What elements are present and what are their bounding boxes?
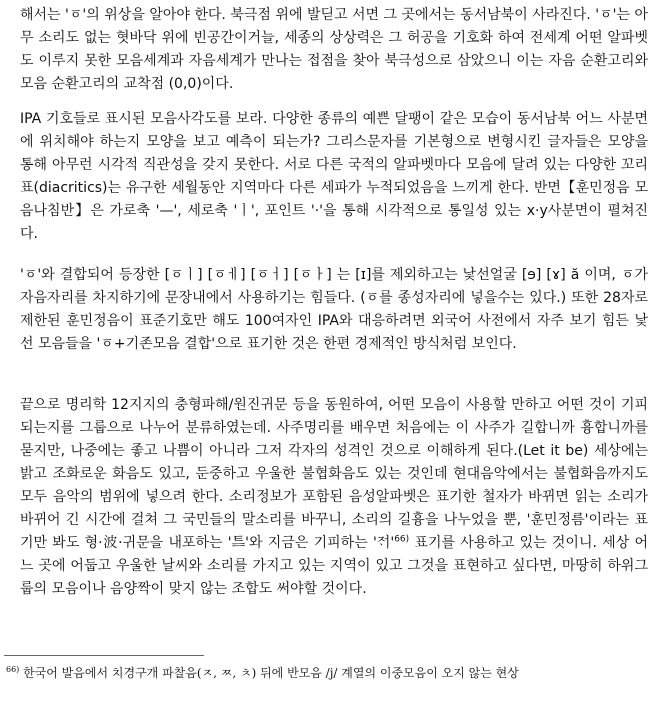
footnote bbox=[6, 662, 652, 684]
paragraph-4-text-before: 끝으로 명리학 12지지의 충형파해/원진귀문 등을 동원하여, 어떤 모음이 사용할 만하고 어떤 것이 기피되는지를 그룹으로 나누어 분류하였는데. 사주명리를 배우면 처음에는 이 사주가 길합니까 흉합니까를 묻지만, 나중에는 좋고 나쁨이 아니라 그저 각자의 성격인 것으로 이해하게 된다.(Let it be) 세상에는 밝고 조화로운 화음도 있고, 둔중하고 우울한 불협화음도 있는 것인데 현대음악에서는 불협화음까지도 모두 음악의 범위에 넣으려 한다. 소리정보가 포함된 음성알파벳은 표기한 철자가 바뀌면 읽는 소리가 바뀌어 긴 시간에 걸쳐 그 국민들의 말소리를 바꾸니, 소리의 길흉을 나누었을 뿐, '훈민정름'이라는 표기만 봐도 형·波·귀문을 내포하는 'ᄐᆖ'와 지금은 기피하는 'ᄌᆟ' bbox=[20, 397, 648, 551]
paragraph-3: 'ㆆ'와 결합되어 등장한 [ㆆㅣ] [ㆆㅔ] [ㆆㅓ] [ㆆㅏ] 는 [ɪ]를 제외하고는 낯선얼굴 [ɘ] [ɤ] ă 이며, ㆆ가 자음자리를 차지하기에 문장내에서 사용하기는 힘들다. (ㆆ를 종성자리에 넣을수는 있다.) 또한 28자로 제한된 훈민정음이 표준기호만 해도 100여자인 IPA와 대응하려면 외국어 사전에서 자주 보기 힘든 낯선 모음들을 'ㆆ+기존모음 결합'으로 표기한 것은 한편 경제적인 방식처럼 보인다. bbox=[20, 267, 648, 352]
footnote-text: 한국어 발음에서 치경구개 파찰음(ㅈ, ㅉ, ㅊ) 뒤에 반모음 /j/ 계열의 이중모음이 오지 않는 현상 bbox=[19, 666, 519, 680]
paragraph-2: IPA 기호들로 표시된 모음사각도를 보라. 다양한 종류의 예쁜 달팽이 같은 모습이 동서남북 어느 사분면에 위치해야 하는지 모양을 보고 예측이 되는가? 그리스문자를 기본형으로 변형시킨 글자들은 모양을 통해 아무런 시각적 직관성을 갖지 못한다. 서로 다른 국적의 알파벳마다 모음에 달려 있는 다양한 꼬리표(diacritics)는 유구한 세월동안 지역마다 다른 세파가 누적되었음을 느끼게 한다. 반면【훈민정음 모음나침반】은 가로축 '—', 세로축 'ㅣ', 포인트 '·'을 통해 시각적으로 통일성 있는 x·y사분면이 펼쳐진다. bbox=[20, 111, 648, 242]
paragraph-1: 해서는 'ㆆ'의 위상을 알아야 한다. 북극점 위에 발딛고 서면 그 곳에서는 동서남북이 사라진다. 'ㆆ'는 아무 소리도 없는 혓바닥 위에 빈공간이거늘, 세종의 상상력은 그 허공을 기호화 하여 전세계 어떤 알파벳도 이루지 못한 모음세계과 자음세계가 만나는 접점을 찾아 북극성으로 삼았으니 이는 자음 순환고리와 모음 순환고리의 교착점 (0,0)이다. bbox=[20, 7, 648, 92]
footnote-marker: 66) bbox=[6, 665, 20, 674]
footnote-divider bbox=[4, 655, 204, 656]
paragraph-4 bbox=[20, 394, 648, 601]
footnote-reference[interactable]: 66) bbox=[394, 534, 410, 545]
paragraph-4-text-after: 표기를 사용하고 있는 것이니. 세상 어느 곳에 어둡고 우울한 날씨와 소리를 가지고 있는 지역이 있고 그것을 표현하고 싶다면, 마땅히 하위그룹의 모음이나 음양짝이 맞지 않는 조합도 써야할 것이다. bbox=[20, 535, 648, 597]
